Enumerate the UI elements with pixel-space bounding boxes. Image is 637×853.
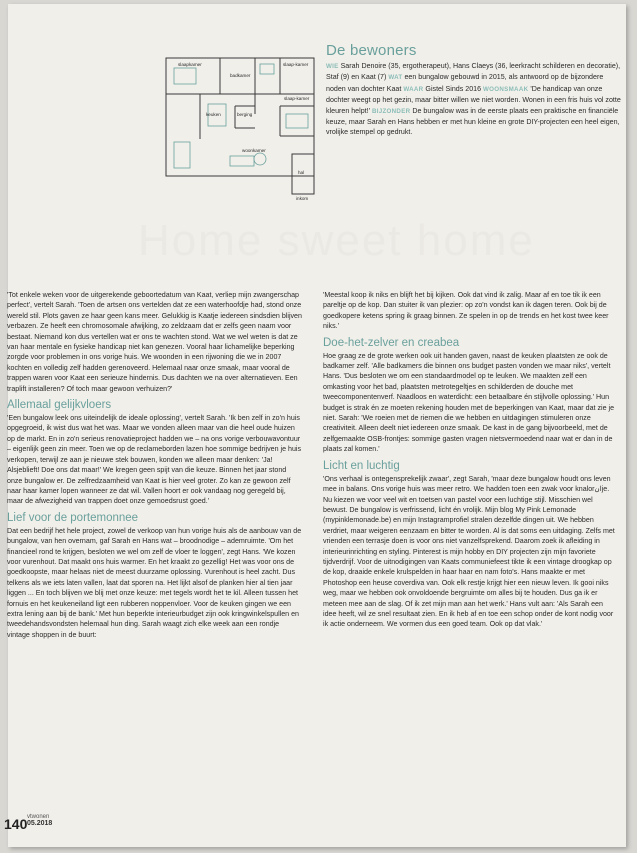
subheading: Doe-het-zelver en creabea: [323, 336, 460, 349]
text-bijzonder: De bungalow was in de eerste plaats een praktische en financiële keuze, maar Sarah en Hans hebben er met hun kleine en grote DIY-projecten een heel eigen, vrolijke stempel op gedrukt.: [326, 106, 620, 137]
article-paragraph: Hoe graag ze de grote werken ook uit handen gaven, naast de keuken plaatsten ze ook de badkamer zelf. 'Alle badkamers die binnen ons budget pasten vonden we maar niks', vertelt Hans. 'Dus besloten we om een standaardmodel op te leuken. We maakten zelf een omkasting voor het bad, plaatsten metrotegeltjes en schilderden de douche met tweecomponentenverf. Naadloos en waterdicht: een betaalbare én stijlvolle oplossing.' Hun budget is strak én ze moeten rekening houden met de beperkingen van Kaat, maar dat zie je niet. Sarah: 'We roeien met de riemen die we hebben en uitdagingen stimuleren onze creativiteit. Alleen deelt niet iedereen onze smaak. De kast in de gang bijvoorbeeld, met de zelfgemaakte OSB-frontjes: sommige gasten vragen nietsvermoedend naar wat er dan in de plaats zal komen.': [323, 351, 615, 454]
room-label: berging: [237, 112, 253, 117]
text-woonsmaak: 'De handicap van onze dochter weegt op het gezin, maar bitter willen we niet worden. Wonen in een fris huis vol zotte kleuren helpt!': [326, 84, 621, 115]
page-number: 140: [4, 816, 28, 832]
room-label: woonkamer: [242, 148, 266, 153]
subheading: Allemaal gelijkvloers: [7, 399, 112, 412]
article-paragraph: 'Een bungalow leek ons uiteindelijk de ideale oplossing', vertelt Sarah. 'Ik ben zelf in zo'n huis opgegroeid, ik wist dus wat het was. Maar we vonden alleen maar van die heel oude huizen op de markt. En in zo'n serieus renovatieproject hadden we – na ons vorige verbouwavontuur – eigenlijk geen zin meer. Toen we op de reclameborden lazen hoe sommige bedrijven je huis verkopen, terwijl ze aan je nieuwe stek bouwen, konden we alleen maar denken: 'Ja! Alsjeblieft! Doe ons dat maar!' We kregen geen spijt van die keuze. Binnen het jaar stond onze bungalow er. De zelfredzaamheid van Kaat is hier veel groter. Zo kan ze gewoon zelf naar haar kamer lopen wanneer ze dat wil. Vallen hoort er ook vandaag nog geregeld bij, maar de afwezigheid van trappen doet onze gemoedsrust goed.': [7, 414, 302, 506]
residents-box: [326, 42, 621, 138]
magazine-name: vtwonen: [27, 814, 50, 820]
room-label: badkamer: [230, 73, 251, 78]
text-sinds: Sinds 2016: [445, 84, 482, 93]
magazine-issue: [27, 814, 52, 827]
label-bijzonder: BIJZONDER: [371, 107, 411, 115]
residents-text: [326, 61, 621, 138]
label-woonsmaak: WOONSMAAK: [483, 85, 529, 93]
floorplan-diagram: [160, 44, 326, 202]
text-wat: een bungalow gebouwd in 2015, als antwoord op de bijzondere noden van dochter Kaat: [326, 73, 604, 93]
article-paragraph: 'Meestal koop ik niks en blijft het bij kijken. Ook dat vind ik zalig. Maar af en toe tik ik een pareltje op de kop. Dan stuiter ik van plezier: op zo'n vondst kan ik dagen teren. Ook bij de goedkopere ketens spring ik graag binnen. Ze spelen in op de trends en het kost twee keer niks.': [323, 291, 609, 331]
room-label: slaapkamer: [178, 62, 202, 67]
article-intro: 'Tot enkele weken voor de uitgerekende geboortedatum van Kaat, verliep mijn zwangerschap perfect', vertelt Sarah. 'Toen de artsen ons vertelden dat ze een waterhoofdje had, stond onze wereld stil. Plots gaven ze haar geen kans meer. Gelukkig is Kaatje iedereen sindsdien blijven verbazen. Ze heeft een chromosomale afwijking, zo zeldzaam dat er zelfs geen naam voor bestaat. Niemand kon dus vertellen wat er ons te wachten stond. Wat we wel weten is dat ze van haar mentale en fysieke handicap niet kan genezen. Vooral haar lichamelijke beperking zorgde voor problemen in ons vorige huis. We woonden in een rijwoning die we in 2007 kochten en volledig zelf hadden gerenoveerd. Helemaal naar onze smaak, maar vooral de trappen waren voor Kaat een serieuze hindernis. Dus dachten we na over alternatieven. Een traplift installeren? Of toch maar gewoon verhuizen?': [7, 291, 302, 393]
room-label: slaap-kamer: [283, 62, 309, 67]
room-label: hal: [298, 170, 305, 175]
residents-heading: De bewoners: [326, 42, 417, 59]
magazine-page: [4, 4, 626, 847]
room-label: keuken: [206, 112, 221, 117]
room-label: slaap-kamer: [284, 96, 310, 101]
issue-date: 05.2018: [27, 820, 53, 827]
article-paragraph: Dat een bedrijf het hele project, zowel de verkoop van hun vorige huis als de aanbouw van de bungalow, van hen overnam, gaf Sarah en Hans wat – broodnodige – ademruimte. 'Om het financieel rond te krijgen, besloten we wel om zelf de vloer te loggen', zegt Hans. 'We kozen voor vurenhout. Dat maakt ons huis warmer. En het kraakt zo gezellig! Het was voor ons de goedkoopste, maar helaas niet de meest duurzame oplossing. Vurenhout is heel zacht. Dus telkens als we iets laten vallen, laat dat sporen na. Het lijkt alsof de planken hier al tien jaar liggen ... En toch blijven we blij met onze keuze: met tegels wordt het te kil. Alleen tussen het fornuis en het keukeneiland ligt een rubberen noppenvloer. Voor de keuken gingen we een extra lening aan bij de bank.' Met hun beperkte interieurbudget zijn ook kringwinkelspullen en tweedehandsvondsten helemaal hun ding. Sarah waagt zich elke week aan een rondje vintage shoppen in de buurt:: [7, 526, 302, 639]
subheading: Lief voor de portemonnee: [7, 511, 139, 524]
article-column-left: [7, 290, 302, 640]
text-waar: Gistel: [425, 84, 444, 93]
subheading: Licht en luchtig: [323, 459, 400, 472]
article-paragraph: 'Ons verhaal is ontegensprekelijk zwaar', zegt Sarah, 'maar deze bungalow houdt ons leven mee in balans. Ons vorige huis was meer retro. We hadden toen een zwak voor knalorانje. Nu kiezen we voor veel wit en toetsen van pastel voor een luchtige stijl. Misschien wel bewust. De bungalow is verfrissend, licht én vrolijk. Mijn blog My Pink Lemonade (mypinklemonade.be) en mijn Instagramprofiel stralen dezelfde dingen uit. We hebben verdriet, maar weigeren eenzaam en bitter te worden. Al is dat soms een uitdaging. Zelfs met vrienden een terrasje doen is voor ons niet vanzelfsprekend. Daarom zoek ik afleiding in interieurinrichting en styling. Pinterest is mijn hobby en DIY projecten zijn mijn favoriete tijdverdrijf. Voor de uitnodigingen van Kaats communiefeest tikte ik een vintage droogkap op de kop, draaide enkele krulspelden in haar haar en nam foto's. Hans maakte er met Photoshop een heuse coverdiva van. Ook elk restje krijgt hier een nieuw leven. Ik gooi niks weg, maar we hebben ook onvoldoende bergruimte om alles bij te houden. Dus ga ik er meteen mee aan de slag. Of ik zet mijn man aan het werk.' Hans vult aan: 'Als Sarah een idee heeft, wil ze snel resultaat zien. En ik heb af en toe een schop onder de kont nodig voor ik actie onderneem. We vormen dus een goed team. Ook op dat vlak.': [323, 474, 615, 629]
text-wie: Sarah Denoire (35, ergotherapeut), Hans Claeys (36, leerkracht schilderen en decoratie), Staf (9) en Kaat (7): [326, 62, 621, 82]
label-wat: WAT: [388, 74, 403, 82]
label-waar: WAAR: [403, 85, 424, 93]
label-wie: WIE: [326, 63, 339, 70]
room-label: inkom: [296, 196, 309, 201]
article-column-right: [323, 290, 618, 630]
watermark-title: Home sweet home: [138, 216, 535, 265]
